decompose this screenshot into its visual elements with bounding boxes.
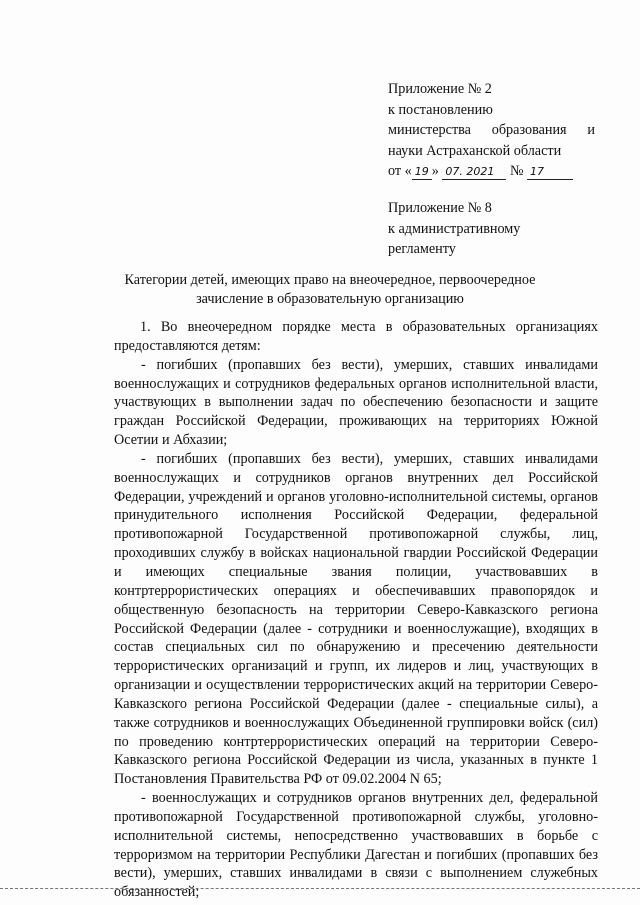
appendix-8-header [388,198,598,260]
document-title [100,271,560,309]
body-paragraph: - погибших (пропавших без вести), умерших, ставших инвалидами военнослужащих и сотрудников органов внутренних дел Российской Федерации, учреждений и органов уголовно-исполнительной системы, органов принудительного исполнения Российской Федерации, федеральной противопожарной Государственной противопожарной службы, лиц, проходивших службу в войсках национальной гвардии Российской Федерации и имеющих специальные звания полиции, участвовавших в контртеррористических операциях и обеспечивавших правопорядок и общественную безопасность на территории Северо-Кавказского региона Российской Федерации (далее - сотрудники и военнослужащие), входящих в состав специальных сил по обнаружению и пресечению деятельности террористических организаций и групп, их лидеров и лиц, участвующих в организации и осуществлении террористических акций на территории Северо-Кавказского региона Российской Федерации (далее - специальные силы), а также сотрудников и военнослужащих Объединенной группировки войск (сил) по проведению контртеррористических операций на территории Северо-Кавказского региона Российской Федерации из числа, указанных в пункте 1 Постановления Правительства РФ от 09.02.2004 N 65; [114,450,598,788]
appendix-number: Приложение № 8 [388,200,492,216]
appendix-reference: к постановлению [388,101,493,118]
education-word: образования [491,122,567,138]
date-mid: » [431,163,439,179]
date-prefix: от « [388,163,412,179]
appendix-number: Приложение № 2 [388,81,492,97]
and-word: и [587,122,595,138]
title-line: Категории детей, имеющих право на внеочередное, первоочередное [124,272,536,288]
appendix-reference: к административному [388,220,521,237]
number-label: № [509,163,524,179]
appendix-ministry-line [388,120,595,141]
ministry-word: министерства [388,122,471,138]
document-number: 17 [527,165,573,180]
appendix-2-header [388,79,598,182]
appendix-region: науки Астраханской области [388,142,562,159]
appendix-reference-end: регламенту [388,241,456,257]
body-paragraph: 1. Во внеочередном порядке места в образовательных организациях предоставляются детям: [114,319,598,354]
body-paragraph: - погибших (пропавших без вести), умерших, ставших инвалидами военнослужащих и сотрудников федеральных органов исполнительной власти, участвующих в выполнении задач по обеспечению безопасности и защите граждан Российской Федерации, проживающих на территориях Южной Осетии и Абхазии; [114,356,598,449]
body-paragraph: - военнослужащих и сотрудников органов внутренних дел, федеральной противопожарной Государственной противопожарной службы, уголовно-исполнительной системы, непосредственно участвовавших в борьбе с терроризмом на территории Республики Дагестан и погибших (пропавших без вести), умерших, ставших инвалидами в связи с выполнением служебных обязанностей; [114,790,598,901]
appendix-date-line [388,161,598,182]
document-body [114,318,598,902]
date-month-year: 07. 2021 [442,165,506,180]
title-line: зачисление в образовательную организацию [196,291,464,307]
date-day: 19 [412,165,432,180]
scan-edge-divider [0,888,640,889]
